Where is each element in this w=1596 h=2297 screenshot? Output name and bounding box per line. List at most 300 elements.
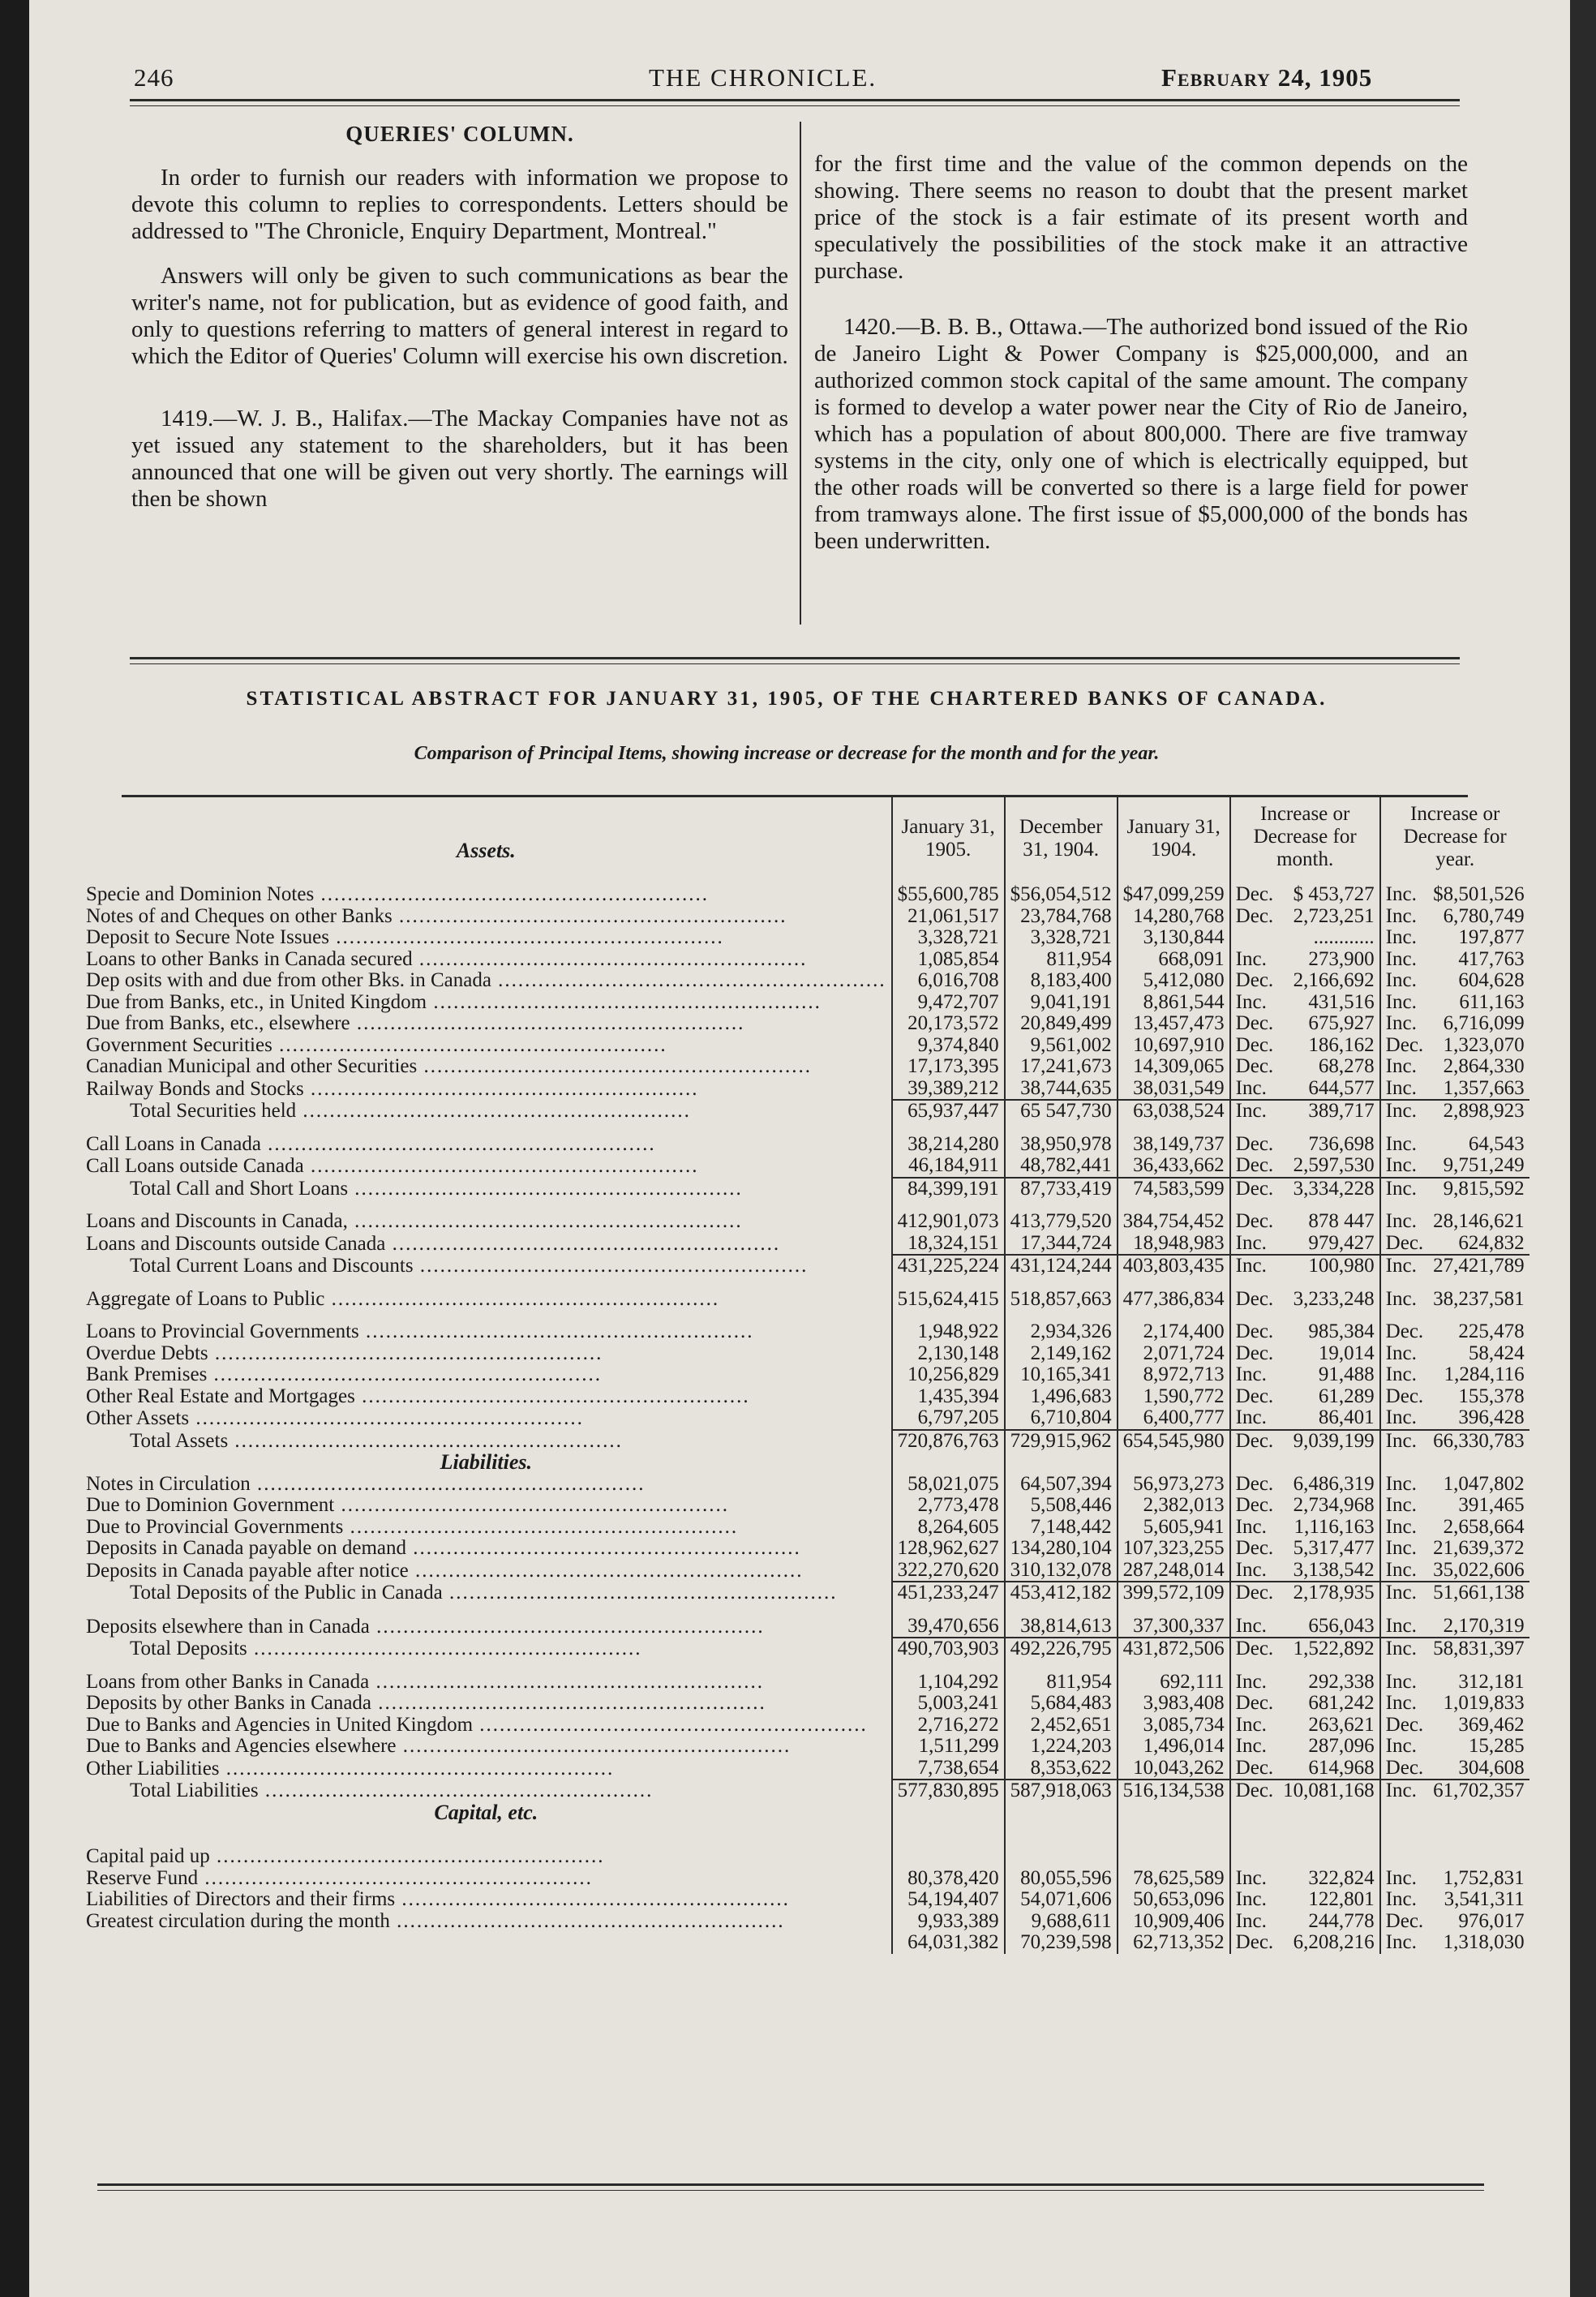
value-jan-1904: 516,134,538 bbox=[1118, 1780, 1230, 1802]
table-row bbox=[81, 1517, 1530, 1539]
leader-dots: .......................................................... bbox=[272, 1034, 667, 1056]
month-direction: Inc. bbox=[1230, 1233, 1279, 1256]
row-label: Notes in Circulation .......................................................... bbox=[86, 1473, 646, 1495]
value-jan-1905: 8,264,605 bbox=[892, 1517, 1005, 1539]
year-direction: Inc. bbox=[1380, 1538, 1429, 1560]
value-jan-1904: 1,496,014 bbox=[1118, 1736, 1230, 1758]
value-dec-1904: 587,918,063 bbox=[1005, 1780, 1118, 1802]
leader-dots: .......................................................... bbox=[328, 927, 724, 948]
value-jan-1904: 8,972,713 bbox=[1118, 1364, 1230, 1386]
year-direction: Inc. bbox=[1380, 1289, 1429, 1311]
year-direction: Inc. bbox=[1380, 1255, 1429, 1277]
year-change-value: 1,019,833 bbox=[1443, 1692, 1525, 1714]
year-direction: Inc. bbox=[1380, 1616, 1429, 1638]
year-change-value: 1,323,070 bbox=[1443, 1033, 1525, 1056]
month-direction: Dec. bbox=[1230, 1013, 1279, 1035]
value-dec-1904: 87,733,419 bbox=[1005, 1178, 1118, 1200]
value-jan-1905: 9,472,707 bbox=[892, 992, 1005, 1014]
value-jan-1904: 38,031,549 bbox=[1118, 1078, 1230, 1101]
value-dec-1904: 6,710,804 bbox=[1005, 1407, 1118, 1430]
column-header-jan-1905: January 31, 1905. bbox=[892, 795, 1005, 884]
value-jan-1904: 50,653,096 bbox=[1118, 1889, 1230, 1911]
table-row bbox=[81, 884, 1530, 906]
month-change-value: 2,597,530 bbox=[1293, 1154, 1375, 1176]
total-row bbox=[81, 1178, 1530, 1200]
month-change-value: 186,162 bbox=[1308, 1033, 1375, 1056]
value-dec-1904: 5,684,483 bbox=[1005, 1693, 1118, 1715]
spacer-row bbox=[81, 1835, 1530, 1846]
value-jan-1904: 13,457,473 bbox=[1118, 1013, 1230, 1035]
year-direction: Inc. bbox=[1380, 1155, 1429, 1178]
table-row bbox=[81, 1560, 1530, 1582]
month-change-value: 1,522,892 bbox=[1278, 1638, 1380, 1660]
row-label: Total Assets .......................................................... bbox=[130, 1429, 623, 1452]
section-rule-thin bbox=[130, 663, 1460, 664]
row-label bbox=[81, 1932, 892, 1954]
month-change-value: 6,208,216 bbox=[1293, 1931, 1375, 1953]
abstract-title: STATISTICAL ABSTRACT FOR JANUARY 31, 1905, OF THE CHARTERED BANKS OF CANADA. bbox=[246, 688, 1328, 710]
month-direction: Inc. bbox=[1230, 1517, 1279, 1539]
value-jan-1905: 38,214,280 bbox=[892, 1134, 1005, 1156]
value-jan-1904: 10,909,406 bbox=[1118, 1911, 1230, 1933]
year-change-value: 396,428 bbox=[1458, 1406, 1525, 1428]
year-direction: Inc. bbox=[1380, 1868, 1429, 1890]
value-dec-1904 bbox=[1005, 1846, 1118, 1868]
month-direction: Inc. bbox=[1230, 1911, 1279, 1933]
row-label: Overdue Debts .......................................................... bbox=[86, 1342, 603, 1364]
row-label: Loans to other Banks in Canada secured .......................................................... bbox=[86, 948, 808, 970]
month-direction: Dec. bbox=[1230, 1582, 1279, 1604]
value-dec-1904: 48,782,441 bbox=[1005, 1155, 1118, 1178]
row-label: Deposits in Canada payable on demand .......................................................... bbox=[86, 1538, 801, 1559]
year-direction: Inc. bbox=[1380, 1517, 1429, 1539]
value-dec-1904: 492,226,795 bbox=[1005, 1638, 1118, 1660]
value-dec-1904: 2,934,326 bbox=[1005, 1321, 1118, 1343]
value-jan-1904: 10,043,262 bbox=[1118, 1758, 1230, 1780]
issue-date: February 24, 1905 bbox=[1161, 63, 1373, 92]
query-1420: 1420.—B. B. B., Ottawa.—The authorized bond issued of the Rio de Janeiro Light & Power Company is $25,000,000, and an authorized common stock capital of the same amount. The company is formed to develop a water power near the City of Rio de Janeiro, which has a population of about 800,000. There are five tramway systems in the city, only one of which is electrically equipped, but the other roads will be converted so there is a large field for power from tramways alone. The first issue of $5,000,000 of the bonds has been underwritten. bbox=[814, 314, 1468, 554]
value-jan-1905: 1,948,922 bbox=[892, 1321, 1005, 1343]
leader-dots: .......................................................... bbox=[408, 1559, 804, 1582]
spacer-row bbox=[81, 1604, 1530, 1616]
column-header-jan-1904: January 31, 1904. bbox=[1118, 795, 1230, 884]
value-jan-1905 bbox=[892, 1846, 1005, 1868]
year-direction: Dec. bbox=[1380, 1035, 1429, 1057]
queries-right-column bbox=[814, 151, 1468, 555]
value-jan-1904: 399,572,109 bbox=[1118, 1582, 1230, 1604]
table-row bbox=[81, 1616, 1530, 1638]
row-label: Call Loans outside Canada .......................................................... bbox=[86, 1155, 699, 1177]
section-heading-row bbox=[81, 1452, 1530, 1474]
leader-dots: .......................................................... bbox=[473, 1714, 868, 1736]
table-row bbox=[81, 1211, 1530, 1233]
value-jan-1905: 577,830,895 bbox=[892, 1780, 1005, 1802]
row-label: Loans from other Banks in Canada .......................................................... bbox=[86, 1671, 764, 1693]
value-jan-1904: 56,973,273 bbox=[1118, 1474, 1230, 1496]
month-change-value: 2,166,692 bbox=[1293, 969, 1375, 991]
value-dec-1904: 9,688,611 bbox=[1005, 1911, 1118, 1933]
year-direction: Inc. bbox=[1380, 1343, 1429, 1365]
total-row bbox=[81, 1780, 1530, 1802]
value-jan-1904: 431,872,506 bbox=[1118, 1638, 1230, 1660]
value-dec-1904: 3,328,721 bbox=[1005, 927, 1118, 949]
value-jan-1904: 2,071,724 bbox=[1118, 1343, 1230, 1365]
year-direction: Inc. bbox=[1380, 906, 1429, 928]
year-change-value: 225,478 bbox=[1458, 1320, 1525, 1342]
month-change-value bbox=[1278, 1846, 1380, 1868]
month-change-value: 263,621 bbox=[1308, 1713, 1375, 1736]
year-direction: Inc. bbox=[1380, 927, 1429, 949]
row-label: Greatest circulation during the month .......................................................... bbox=[86, 1910, 785, 1932]
row-label: Due from Banks, etc., in United Kingdom .......................................................... bbox=[86, 991, 822, 1013]
month-change-value: 244,778 bbox=[1308, 1909, 1375, 1932]
month-change-value: 3,233,248 bbox=[1293, 1287, 1375, 1310]
value-jan-1905: 1,511,299 bbox=[892, 1736, 1005, 1758]
month-direction: Inc. bbox=[1230, 1889, 1279, 1911]
year-change-value: 64,543 bbox=[1468, 1132, 1525, 1155]
value-jan-1905: 7,738,654 bbox=[892, 1758, 1005, 1780]
month-direction: Inc. bbox=[1230, 949, 1279, 971]
value-jan-1905: 9,374,840 bbox=[892, 1035, 1005, 1057]
section-heading: Liabilities. bbox=[440, 1452, 533, 1474]
table-row bbox=[81, 1538, 1530, 1560]
year-change-value: 2,898,923 bbox=[1428, 1100, 1530, 1123]
year-direction: Inc. bbox=[1380, 949, 1429, 971]
leader-dots: .......................................................... bbox=[427, 991, 822, 1013]
value-jan-1904: 107,323,255 bbox=[1118, 1538, 1230, 1560]
row-label: Total Call and Short Loans .......................................................... bbox=[130, 1177, 743, 1200]
month-direction: Inc. bbox=[1230, 1868, 1279, 1890]
row-label: Railway Bonds and Stocks .......................................................... bbox=[86, 1077, 699, 1100]
table-row bbox=[81, 1932, 1530, 1954]
value-dec-1904: 70,239,598 bbox=[1005, 1932, 1118, 1954]
row-label: Dep osits with and due from other Bks. in Canada .......................................................... bbox=[86, 970, 886, 991]
leader-dots: .......................................................... bbox=[369, 1671, 764, 1693]
value-jan-1904: $47,099,259 bbox=[1118, 884, 1230, 906]
row-label: Canadian Municipal and other Securities .......................................................... bbox=[86, 1056, 812, 1077]
table-row bbox=[81, 1846, 1530, 1868]
year-change-value: 976,017 bbox=[1458, 1909, 1525, 1932]
month-direction: Dec. bbox=[1230, 884, 1279, 906]
value-jan-1905: 515,624,415 bbox=[892, 1289, 1005, 1311]
value-jan-1904: 74,583,599 bbox=[1118, 1178, 1230, 1200]
table-row bbox=[81, 1386, 1530, 1408]
year-direction: Dec. bbox=[1380, 1715, 1429, 1737]
table-row bbox=[81, 1364, 1530, 1386]
month-change-value: 91,488 bbox=[1318, 1363, 1375, 1385]
value-dec-1904: 8,353,622 bbox=[1005, 1758, 1118, 1780]
spacer-row bbox=[81, 1310, 1530, 1321]
month-direction: Dec. bbox=[1230, 1035, 1279, 1057]
value-jan-1904 bbox=[1118, 1846, 1230, 1868]
month-change-value: 2,178,935 bbox=[1278, 1582, 1380, 1604]
leader-dots: .......................................................... bbox=[350, 1013, 745, 1034]
month-change-value: 614,968 bbox=[1308, 1756, 1375, 1779]
year-direction: Inc. bbox=[1380, 1889, 1429, 1911]
value-jan-1905: 1,085,854 bbox=[892, 949, 1005, 971]
year-change-value: 624,832 bbox=[1458, 1231, 1525, 1254]
year-direction: Inc. bbox=[1380, 1430, 1429, 1453]
year-change-value: 604,628 bbox=[1458, 969, 1525, 991]
row-label: Capital paid up .......................................................... bbox=[86, 1846, 605, 1867]
year-direction: Inc. bbox=[1380, 1078, 1429, 1101]
month-change-value: 322,824 bbox=[1308, 1866, 1375, 1889]
leader-dots: .......................................................... bbox=[260, 1133, 656, 1155]
month-direction: Dec. bbox=[1230, 1056, 1279, 1078]
value-jan-1905: 20,173,572 bbox=[892, 1013, 1005, 1035]
year-direction: Inc. bbox=[1380, 1013, 1429, 1035]
total-row bbox=[81, 1638, 1530, 1660]
year-change-value: 6,780,749 bbox=[1443, 904, 1525, 927]
month-direction: Dec. bbox=[1230, 1343, 1279, 1365]
value-jan-1905: 65,937,447 bbox=[892, 1100, 1005, 1123]
year-direction: Inc. bbox=[1380, 884, 1429, 906]
month-direction: Inc. bbox=[1230, 1078, 1279, 1101]
leader-dots: .......................................................... bbox=[385, 1232, 781, 1255]
month-change-value: 292,338 bbox=[1308, 1670, 1375, 1693]
leader-dots: .......................................................... bbox=[209, 1846, 605, 1867]
value-jan-1904: 38,149,737 bbox=[1118, 1134, 1230, 1156]
year-change-value: 304,608 bbox=[1458, 1756, 1525, 1779]
month-direction: Dec. bbox=[1230, 1474, 1279, 1496]
year-direction: Inc. bbox=[1380, 970, 1429, 992]
leader-dots: .......................................................... bbox=[208, 1342, 603, 1364]
value-jan-1905: 490,703,903 bbox=[892, 1638, 1005, 1660]
month-direction: Inc. bbox=[1230, 1715, 1279, 1737]
total-row bbox=[81, 1255, 1530, 1277]
value-dec-1904: 2,149,162 bbox=[1005, 1343, 1118, 1365]
row-label: Total Deposits .......................................................... bbox=[130, 1638, 642, 1659]
table-bottom-rule-thin bbox=[97, 2190, 1484, 2191]
value-dec-1904: 54,071,606 bbox=[1005, 1889, 1118, 1911]
value-dec-1904: 7,148,442 bbox=[1005, 1517, 1118, 1539]
table-row bbox=[81, 992, 1530, 1014]
year-direction: Dec. bbox=[1380, 1321, 1429, 1343]
queries-intro-1: In order to furnish our readers with information we propose to devote this column to replies to correspondents. Letters should be addressed to "The Chronicle, Enquiry Department, Montreal." bbox=[131, 165, 788, 244]
value-dec-1904: 413,779,520 bbox=[1005, 1211, 1118, 1233]
value-jan-1905: $55,600,785 bbox=[892, 884, 1005, 906]
leader-dots: .......................................................... bbox=[303, 1077, 699, 1100]
year-direction: Inc. bbox=[1380, 1100, 1429, 1123]
year-change-value: 21,639,372 bbox=[1433, 1537, 1525, 1559]
spacer-row bbox=[81, 1277, 1530, 1289]
value-jan-1905: 39,389,212 bbox=[892, 1078, 1005, 1101]
value-dec-1904: 80,055,596 bbox=[1005, 1868, 1118, 1890]
queries-left-column bbox=[131, 122, 788, 513]
leader-dots: .......................................................... bbox=[247, 1638, 642, 1659]
leader-dots: .......................................................... bbox=[396, 1736, 792, 1757]
query-1419: 1419.—W. J. B., Halifax.—The Mackay Companies have not as yet issued any statement to the shareholders, but it has been announced that one will be given out very shortly. The earnings will then be shown bbox=[131, 406, 788, 512]
year-change-value: 391,465 bbox=[1458, 1494, 1525, 1516]
year-change-value: 28,146,621 bbox=[1433, 1210, 1525, 1232]
year-change-value: 1,284,116 bbox=[1444, 1363, 1525, 1385]
leader-dots: .......................................................... bbox=[250, 1473, 646, 1495]
year-direction: Inc. bbox=[1380, 1407, 1429, 1430]
value-jan-1904: 62,713,352 bbox=[1118, 1932, 1230, 1954]
value-jan-1905: 9,933,389 bbox=[892, 1911, 1005, 1933]
year-direction: Inc. bbox=[1380, 1736, 1429, 1758]
month-direction: Dec. bbox=[1230, 1638, 1279, 1660]
table-header-row bbox=[81, 795, 1530, 884]
month-direction: Inc. bbox=[1230, 1407, 1279, 1430]
column-header-dec-1904: December 31, 1904. bbox=[1005, 795, 1118, 884]
month-change-value: 1,116,163 bbox=[1294, 1515, 1375, 1538]
value-jan-1904: 8,861,544 bbox=[1118, 992, 1230, 1014]
month-change-value: 878 447 bbox=[1308, 1210, 1375, 1232]
month-change-value: 5,317,477 bbox=[1293, 1537, 1375, 1559]
year-change-value: $8,501,526 bbox=[1433, 883, 1525, 905]
total-row bbox=[81, 1430, 1530, 1453]
leader-dots: .......................................................... bbox=[296, 1100, 691, 1122]
year-direction: Inc. bbox=[1380, 1495, 1429, 1517]
month-direction: Dec. bbox=[1230, 1495, 1279, 1517]
value-dec-1904: 5,508,446 bbox=[1005, 1495, 1118, 1517]
month-direction: Dec. bbox=[1230, 1386, 1279, 1408]
month-direction: Inc. bbox=[1230, 1100, 1279, 1123]
value-dec-1904: 729,915,962 bbox=[1005, 1430, 1118, 1453]
value-jan-1904: 3,085,734 bbox=[1118, 1715, 1230, 1737]
leader-dots: .......................................................... bbox=[371, 1693, 766, 1714]
value-jan-1904: 37,300,337 bbox=[1118, 1616, 1230, 1638]
section-rule bbox=[130, 657, 1460, 659]
year-change-value: 197,877 bbox=[1458, 926, 1525, 948]
value-jan-1904: 14,280,768 bbox=[1118, 906, 1230, 928]
year-change-value: 2,658,664 bbox=[1443, 1515, 1525, 1538]
table-row bbox=[81, 1889, 1530, 1911]
value-jan-1904: 668,091 bbox=[1118, 949, 1230, 971]
value-dec-1904: 431,124,244 bbox=[1005, 1255, 1118, 1277]
month-direction: Inc. bbox=[1230, 1672, 1279, 1694]
leader-dots: .......................................................... bbox=[334, 1495, 729, 1516]
table-row bbox=[81, 1715, 1530, 1737]
section-heading: Capital, etc. bbox=[434, 1801, 538, 1823]
table-row bbox=[81, 1233, 1530, 1256]
row-label: Liabilities of Directors and their firms .......................................................... bbox=[86, 1889, 790, 1910]
column-header-month-change: Increase or Decrease for month. bbox=[1230, 795, 1380, 884]
value-jan-1905: 322,270,620 bbox=[892, 1560, 1005, 1582]
table-row bbox=[81, 927, 1530, 949]
row-label: Total Securities held .......................................................... bbox=[130, 1100, 691, 1122]
value-jan-1905: 6,016,708 bbox=[892, 970, 1005, 992]
value-jan-1905: 1,104,292 bbox=[892, 1672, 1005, 1694]
month-change-value: 61,289 bbox=[1318, 1385, 1375, 1407]
year-change-value: 58,424 bbox=[1468, 1342, 1525, 1364]
table-row bbox=[81, 1474, 1530, 1496]
year-change-value: 369,462 bbox=[1458, 1713, 1525, 1736]
leader-dots: .......................................................... bbox=[347, 1211, 743, 1232]
value-jan-1904: 654,545,980 bbox=[1118, 1430, 1230, 1453]
year-change-value: 155,378 bbox=[1458, 1385, 1525, 1407]
leader-dots: .......................................................... bbox=[348, 1177, 743, 1200]
value-jan-1904: 14,309,065 bbox=[1118, 1056, 1230, 1078]
value-jan-1905: 54,194,407 bbox=[892, 1889, 1005, 1911]
year-change-value: 38,237,581 bbox=[1433, 1287, 1525, 1310]
value-jan-1904: 3,130,844 bbox=[1118, 927, 1230, 949]
month-change-value: 2,723,251 bbox=[1293, 904, 1375, 927]
value-dec-1904: 310,132,078 bbox=[1005, 1560, 1118, 1582]
table-row bbox=[81, 1155, 1530, 1178]
year-change-value: 6,716,099 bbox=[1443, 1012, 1525, 1034]
year-direction: Inc. bbox=[1380, 1638, 1429, 1660]
value-jan-1904: 2,174,400 bbox=[1118, 1321, 1230, 1343]
value-dec-1904: 38,950,978 bbox=[1005, 1134, 1118, 1156]
value-dec-1904: 811,954 bbox=[1005, 1672, 1118, 1694]
row-label: Loans and Discounts in Canada, .......................................................... bbox=[86, 1211, 743, 1232]
month-change-value: 10,081,168 bbox=[1278, 1780, 1380, 1802]
month-direction: Dec. bbox=[1230, 1693, 1279, 1715]
table-row bbox=[81, 1078, 1530, 1101]
value-dec-1904: 17,241,673 bbox=[1005, 1056, 1118, 1078]
value-jan-1905: 10,256,829 bbox=[892, 1364, 1005, 1386]
month-change-value: ............ bbox=[1313, 926, 1375, 948]
leader-dots: .......................................................... bbox=[207, 1364, 603, 1385]
month-change-value: 68,278 bbox=[1318, 1055, 1375, 1077]
header-rule bbox=[130, 99, 1460, 101]
month-direction: Dec. bbox=[1230, 1155, 1279, 1178]
value-jan-1905: 58,021,075 bbox=[892, 1474, 1005, 1496]
year-change-value: 611,163 bbox=[1459, 990, 1525, 1013]
leader-dots: .......................................................... bbox=[324, 1288, 720, 1310]
month-change-value: 9,039,199 bbox=[1278, 1430, 1380, 1453]
leader-dots: .......................................................... bbox=[369, 1615, 765, 1638]
year-change-value: 1,047,802 bbox=[1443, 1472, 1525, 1495]
month-change-value: 273,900 bbox=[1308, 947, 1375, 970]
row-label: Bank Premises .......................................................... bbox=[86, 1364, 603, 1385]
row-label: Deposit to Secure Note Issues .......................................................... bbox=[86, 927, 724, 948]
leader-dots: .......................................................... bbox=[358, 1321, 754, 1342]
value-jan-1904: 403,803,435 bbox=[1118, 1255, 1230, 1277]
header-rule-thin bbox=[130, 105, 1460, 106]
month-direction: Dec. bbox=[1230, 1321, 1279, 1343]
month-direction: Dec. bbox=[1230, 1134, 1279, 1156]
month-direction: Dec. bbox=[1230, 1289, 1279, 1311]
month-change-value: 644,577 bbox=[1308, 1076, 1375, 1099]
year-direction: Inc. bbox=[1380, 1932, 1429, 1954]
value-jan-1904: 3,983,408 bbox=[1118, 1693, 1230, 1715]
value-jan-1905: 2,773,478 bbox=[892, 1495, 1005, 1517]
month-direction: Inc. bbox=[1230, 1736, 1279, 1758]
month-direction: Dec. bbox=[1230, 970, 1279, 992]
month-change-value: 3,334,228 bbox=[1278, 1178, 1380, 1200]
month-direction: Dec. bbox=[1230, 1211, 1279, 1233]
value-jan-1905: 720,876,763 bbox=[892, 1430, 1005, 1453]
queries-intro-2: Answers will only be given to such communications as bear the writer's name, not for publication, but as evidence of good faith, and only to questions referring to matters of general interest in regard to which the Editor of Queries' Column will exercise his own discretion. bbox=[131, 263, 788, 369]
value-jan-1904: 63,038,524 bbox=[1118, 1100, 1230, 1123]
year-direction: Dec. bbox=[1380, 1911, 1429, 1933]
value-jan-1904: 477,386,834 bbox=[1118, 1289, 1230, 1311]
table-row bbox=[81, 949, 1530, 971]
year-change-value: 3,541,311 bbox=[1444, 1888, 1525, 1910]
year-direction: Inc. bbox=[1380, 1056, 1429, 1078]
month-change-value: 6,486,319 bbox=[1293, 1472, 1375, 1495]
table-row bbox=[81, 1035, 1530, 1057]
table-row bbox=[81, 1407, 1530, 1430]
value-jan-1904: 78,625,589 bbox=[1118, 1868, 1230, 1890]
row-label: Deposits in Canada payable after notice .......................................................... bbox=[86, 1559, 804, 1582]
month-change-value: 122,801 bbox=[1308, 1888, 1375, 1910]
table-row bbox=[81, 1289, 1530, 1311]
year-direction: Dec. bbox=[1380, 1386, 1429, 1408]
row-label: Due to Provincial Governments .......................................................... bbox=[86, 1516, 739, 1538]
leader-dots: .......................................................... bbox=[395, 1889, 790, 1910]
column-header-assets: Assets. bbox=[456, 839, 516, 862]
row-label: Due to Banks and Agencies in United Kingdom .......................................................... bbox=[86, 1714, 868, 1736]
table-row bbox=[81, 1056, 1530, 1078]
section-heading-row bbox=[81, 1802, 1530, 1824]
value-jan-1904: 1,590,772 bbox=[1118, 1386, 1230, 1408]
value-jan-1905: 412,901,073 bbox=[892, 1211, 1005, 1233]
leader-dots: .......................................................... bbox=[354, 1385, 750, 1407]
